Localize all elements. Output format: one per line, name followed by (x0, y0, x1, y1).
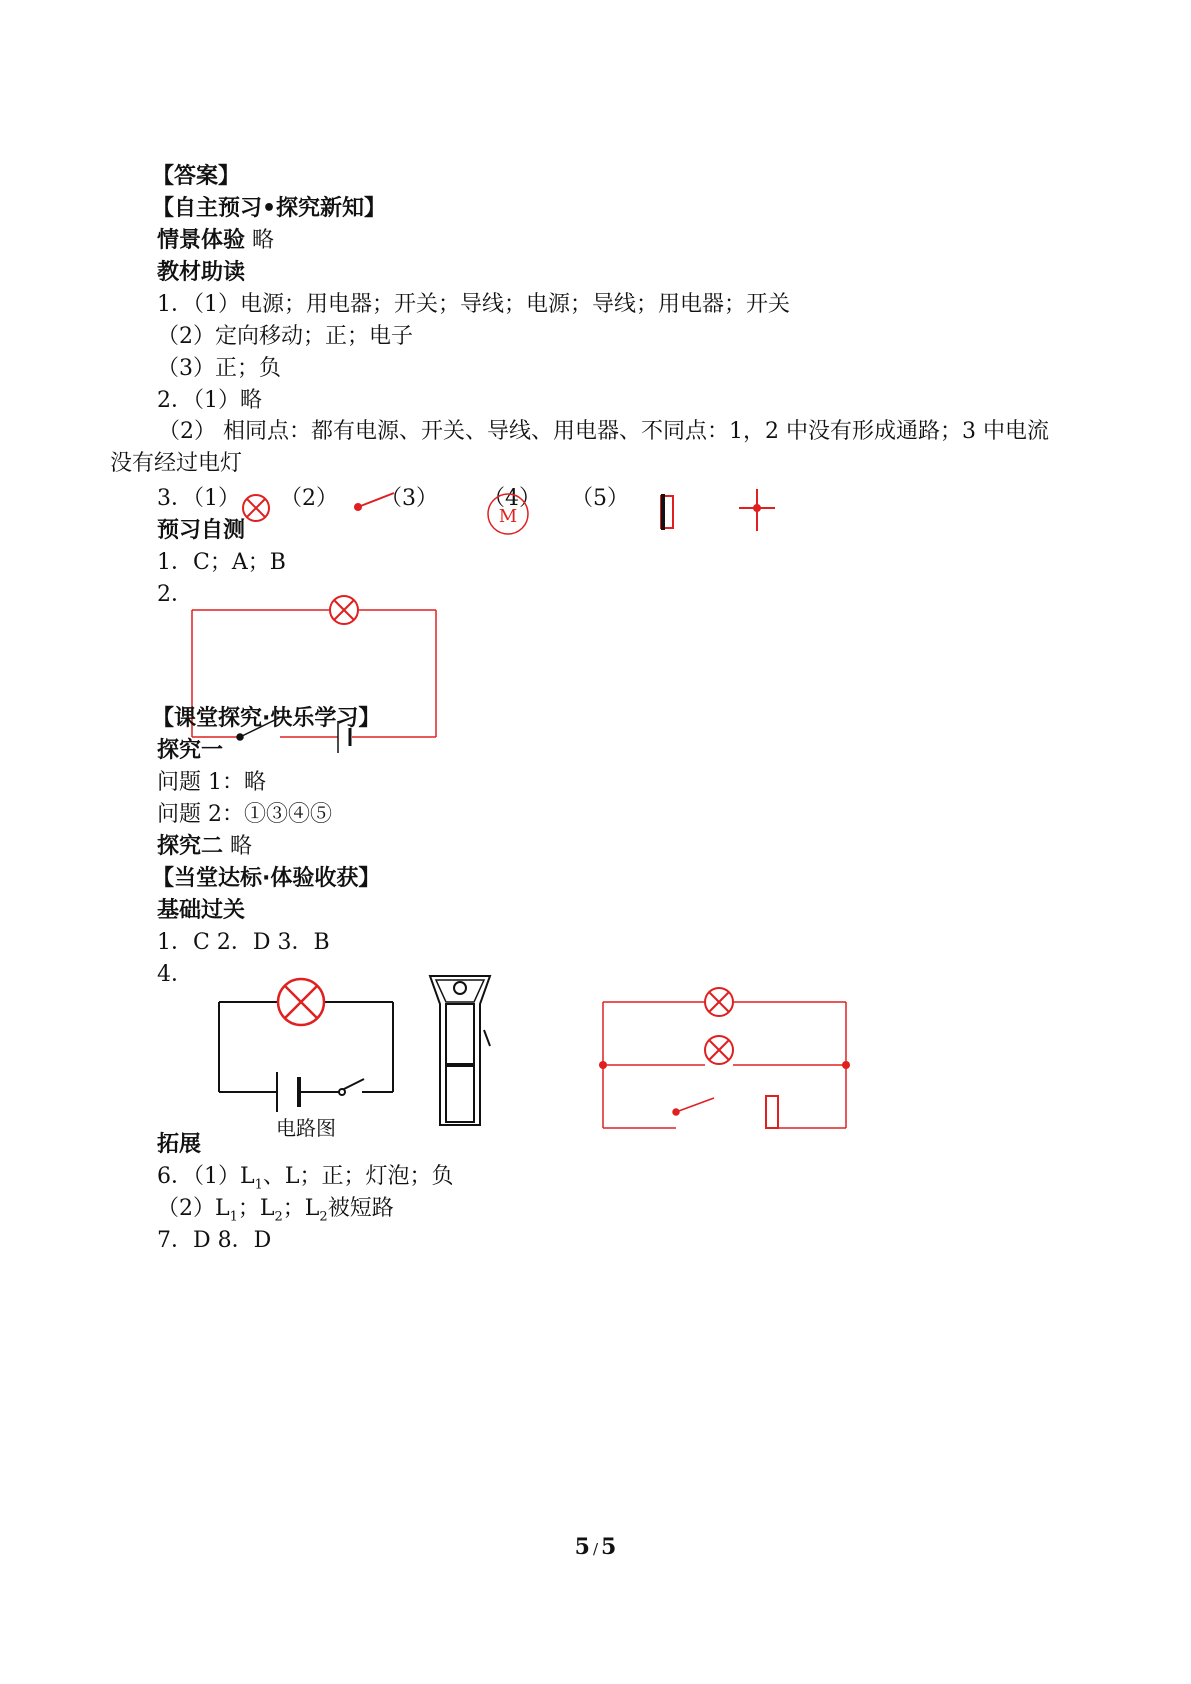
classroom-section-heading: 【课堂探究·快乐学习】 (152, 706, 381, 731)
scene-experience-answer: 略 (252, 228, 275, 253)
flashlight-icon (430, 976, 490, 1125)
preview-section-heading: 【自主预习•探究新知】 (152, 196, 387, 221)
scene-experience-label: 情景体验 (157, 228, 246, 253)
self-test-heading: 预习自测 (157, 518, 246, 543)
answer-2-2: （2） 相同点：都有电源、开关、导线、用电器、不同点：1，2 中没有形成通路；3 中电流没有经过电灯 (110, 419, 1049, 476)
explore-two-label: 探究二 (157, 834, 224, 859)
answer-1-2: （2）定向移动；正；电子 (157, 324, 413, 349)
answer-1-3: （3）正；负 (157, 356, 281, 381)
upper-lamp-icon (705, 988, 733, 1016)
page-total: 5 (601, 1534, 617, 1560)
answer-6-2-part-a: （2）L (157, 1196, 230, 1221)
explore-two-answer: 略 (230, 834, 253, 859)
large-lamp-icon (278, 979, 324, 1025)
answer-6-2-part-d: 被短路 (327, 1196, 394, 1221)
answer-2-1: 2．（1）略 (157, 388, 262, 413)
subscript-1: 1 (229, 1209, 238, 1225)
lower-lamp-icon (705, 1036, 733, 1064)
motor-symbol-letter: M (498, 506, 518, 527)
subscript-2: 2 (274, 1209, 283, 1225)
classroom-question-1: 问题 1：略 (157, 770, 266, 795)
extension-answer-6-2 (157, 1196, 394, 1230)
explore-one-heading: 探究一 (157, 738, 224, 763)
answer-6-1-part-a: 6．（1）L (157, 1164, 255, 1189)
answer-3-part5: （5） (571, 486, 629, 511)
parallel-battery-icon (766, 1096, 778, 1128)
answer-3-part3: （3） (380, 486, 438, 511)
answer-3-lead: 3．（1） (157, 486, 240, 511)
page-separator: / (592, 1540, 599, 1558)
self-test-answer-2: 2． (157, 582, 193, 607)
standard-section-heading: 【当堂达标·体验收获】 (152, 866, 381, 891)
right-junction-dot (842, 1061, 850, 1069)
self-test-answer-1: 1．C；A；B (157, 550, 286, 575)
subscript-1: 1 (254, 1177, 263, 1193)
parallel-circuit-diagram (603, 1002, 846, 1128)
page-current: 5 (574, 1534, 590, 1560)
answer-6-2-part-b: ；L (237, 1196, 275, 1221)
textbook-reading-heading: 教材助读 (157, 260, 246, 285)
extension-answer-6-1 (157, 1164, 454, 1198)
printed-circuit-diagram (219, 1002, 393, 1112)
left-junction-dot (599, 1061, 607, 1069)
answer-3-part2: （2） (280, 486, 338, 511)
circuit-diagram-caption: 电路图 (276, 1116, 336, 1140)
basic-answer-4: 4． (157, 962, 193, 987)
basic-answers-1-3: 1．C 2．D 3．B (157, 930, 330, 955)
answer-3-part4: （4） (483, 486, 541, 511)
answer-1-1: 1．（1）电源；用电器；开关；导线；电源；导线；用电器；开关 (157, 292, 790, 317)
classroom-question-2: 问题 2：①③④⑤ (157, 802, 332, 827)
answer-6-1-part-b: 、L；正；灯泡；负 (262, 1164, 454, 1189)
extension-answers-7-8: 7．D 8．D (157, 1228, 272, 1253)
answer-6-2-part-c: ；L (282, 1196, 320, 1221)
answers-heading: 【答案】 (152, 164, 241, 189)
subscript-2: 2 (319, 1209, 328, 1225)
parallel-switch-icon (673, 1098, 714, 1115)
basic-level-heading: 基础过关 (157, 898, 246, 923)
page-number (0, 1534, 1191, 1560)
extension-heading: 拓展 (157, 1132, 202, 1157)
